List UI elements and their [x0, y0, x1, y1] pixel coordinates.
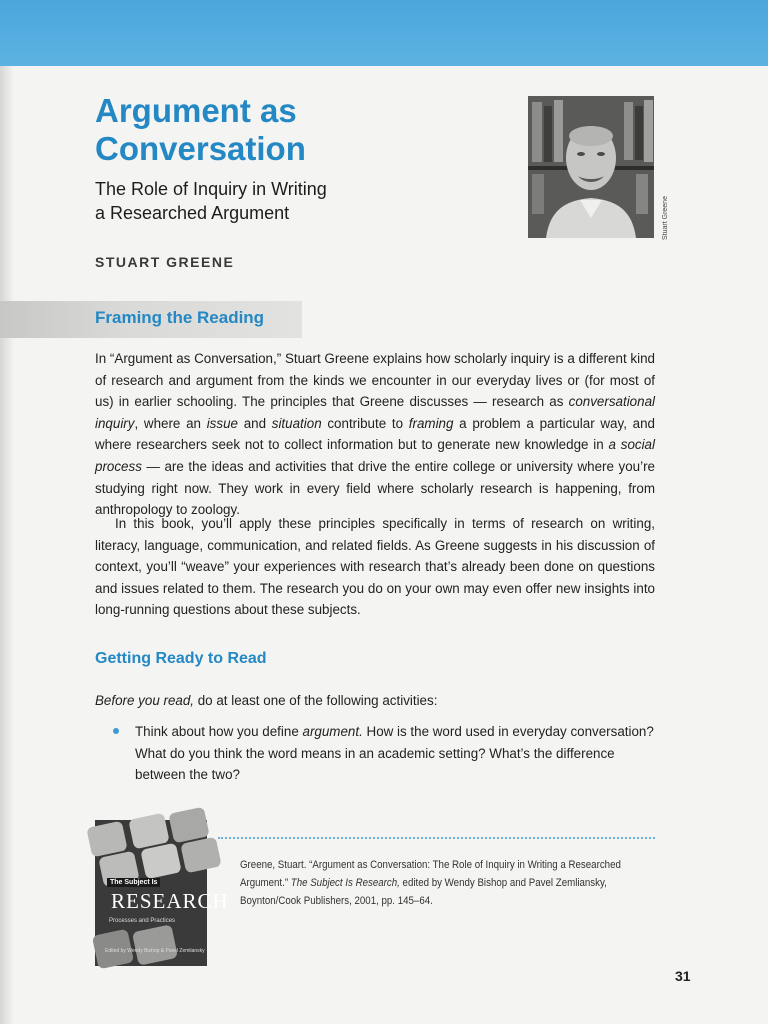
author-photo [528, 96, 654, 238]
framing-heading: Framing the Reading [95, 308, 265, 327]
framing-paragraph-1-run: In “Argument as Conversation,” Stuart Greene explains how scholarly inquiry is a different kind of research and argument from the kinds we encounter in our everyday lives or (for most of us) in earlier schooling. The principles that Greene discusses — research as [95, 351, 655, 410]
getting-ready-intro [95, 690, 655, 712]
chapter-subtitle-line1: The Role of Inquiry in Writing [95, 179, 327, 199]
citation-run: The Subject Is Research, [290, 877, 400, 889]
page-number: 31 [675, 968, 691, 984]
list-item [135, 721, 655, 786]
citation [240, 856, 660, 910]
photo-credit: Stuart Greene [662, 196, 669, 240]
book-small-title: The Subject Is [107, 878, 160, 887]
top-color-band [0, 0, 768, 66]
framing-paragraph-1-run: issue [206, 415, 238, 431]
author-name: STUART GREENE [95, 254, 235, 270]
author-portrait-image [528, 96, 654, 238]
framing-paragraph-1-run: and [237, 415, 272, 431]
framing-paragraph-1-run: conversational inquiry [95, 394, 655, 431]
framing-paragraph-1-run: , where an [134, 415, 207, 431]
citation-run: Greene, Stuart. “Argument as Conversation: The Role of Inquiry in Writing a Researched Argument.” [240, 859, 621, 889]
activity-text-run: Think about how you define [135, 724, 303, 739]
framing-paragraph-1-run: a social process [95, 437, 655, 474]
chapter-title-line1: Argument as [95, 92, 297, 129]
framing-paragraph-1-run: — are the ideas and activities that drive the entire college or university where you’re studying right now. They work in every field where scholarly research is happening, from anthropology to zoology. [95, 458, 655, 518]
bullet-icon [113, 728, 119, 734]
chapter-subtitle [95, 177, 327, 225]
activity-text [135, 724, 654, 782]
framing-paragraph-1-run: framing [408, 415, 454, 431]
activity-text-run: How is the word used in everyday conversation? What do you think the word means in an academic setting? What’s the difference between the two? [135, 724, 654, 783]
dotted-divider [218, 837, 655, 839]
getting-ready-intro-rest: do at least one of the following activities: [194, 693, 438, 708]
chapter-title [95, 92, 306, 168]
framing-paragraph-1 [95, 348, 655, 521]
book-big-title: RESEARCH [111, 889, 229, 913]
activity-text-run: argument. [302, 724, 363, 739]
getting-ready-heading: Getting Ready to Read [95, 650, 267, 667]
book-editors: Edited by Wendy Bishop & Pavel Zemliansky [105, 948, 205, 954]
citation-run: edited by Wendy Bishop and Pavel Zemliansky, Boynton/Cook Publishers, 2001, pp. 145–64. [240, 877, 607, 907]
framing-paragraph-1-run: situation [271, 415, 322, 431]
framing-paragraph-1-run: a problem a particular way, and where researchers seek not to collect information but to generate new knowledge in [95, 415, 655, 453]
page-gutter-shadow [0, 66, 14, 1024]
activity-list [135, 721, 655, 786]
framing-paragraph-1-run: contribute to [321, 415, 409, 431]
chapter-title-line2: Conversation [95, 130, 306, 167]
chapter-subtitle-line2: a Researched Argument [95, 203, 290, 223]
book-subtitle: Processes and Practices [109, 918, 176, 924]
framing-paragraph-2: In this book, you’ll apply these principles specifically in terms of research on writing, literacy, language, communication, and related fields. As Greene suggests in his discussion of context, you’ll “weave” your experiences with research that’s already been done on questions and issues related to them. The research you do on your own may even offer new insights into long-running questions about these subjects. [95, 516, 655, 618]
book-cover-image [95, 820, 229, 966]
getting-ready-intro-italic: Before you read, [95, 693, 195, 708]
